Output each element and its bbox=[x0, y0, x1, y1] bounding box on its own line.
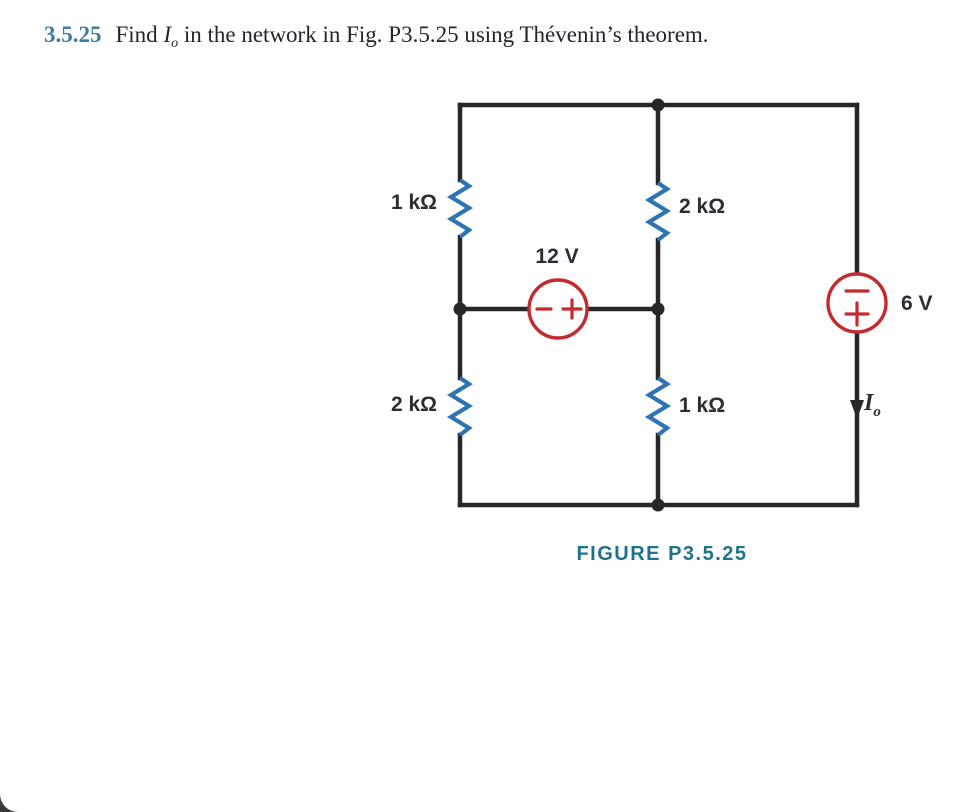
resistor-label-top-left: 1 kΩ bbox=[390, 191, 437, 214]
problem-number: 3.5.25 bbox=[44, 22, 102, 47]
source-label-12v: 12 V bbox=[535, 245, 579, 268]
problem-text-prefix: Find bbox=[115, 22, 164, 47]
source-label-6v: 6 V bbox=[901, 292, 933, 315]
resistor-top-left-icon bbox=[451, 180, 469, 237]
problem-text-rest: in the network in Fig. P3.5.25 using Thévenin’s theorem. bbox=[178, 22, 709, 47]
resistor-bottom-left-icon bbox=[451, 378, 469, 435]
current-arrow-icon bbox=[850, 400, 864, 419]
junction-dot-bottom-middle bbox=[652, 499, 665, 512]
resistor-label-bottom-left: 2 kΩ bbox=[390, 393, 437, 416]
resistor-bottom-middle-icon bbox=[649, 378, 667, 435]
resistor-top-middle-icon bbox=[649, 183, 667, 240]
junction-dot-center bbox=[652, 303, 665, 316]
junction-dot-top-middle bbox=[652, 99, 665, 112]
output-current-symbol: I bbox=[864, 390, 874, 416]
current-variable: I bbox=[163, 22, 172, 47]
output-current-subscript: o bbox=[873, 404, 881, 420]
figure-caption: FIGURE P3.5.25 bbox=[576, 543, 748, 565]
resistor-label-bottom-middle: 1 kΩ bbox=[679, 394, 726, 417]
junction-dot-left-middle bbox=[454, 303, 467, 316]
output-current-label bbox=[864, 390, 881, 421]
current-variable-subscript: o bbox=[171, 36, 179, 51]
resistor-label-top-middle: 2 kΩ bbox=[679, 195, 726, 218]
